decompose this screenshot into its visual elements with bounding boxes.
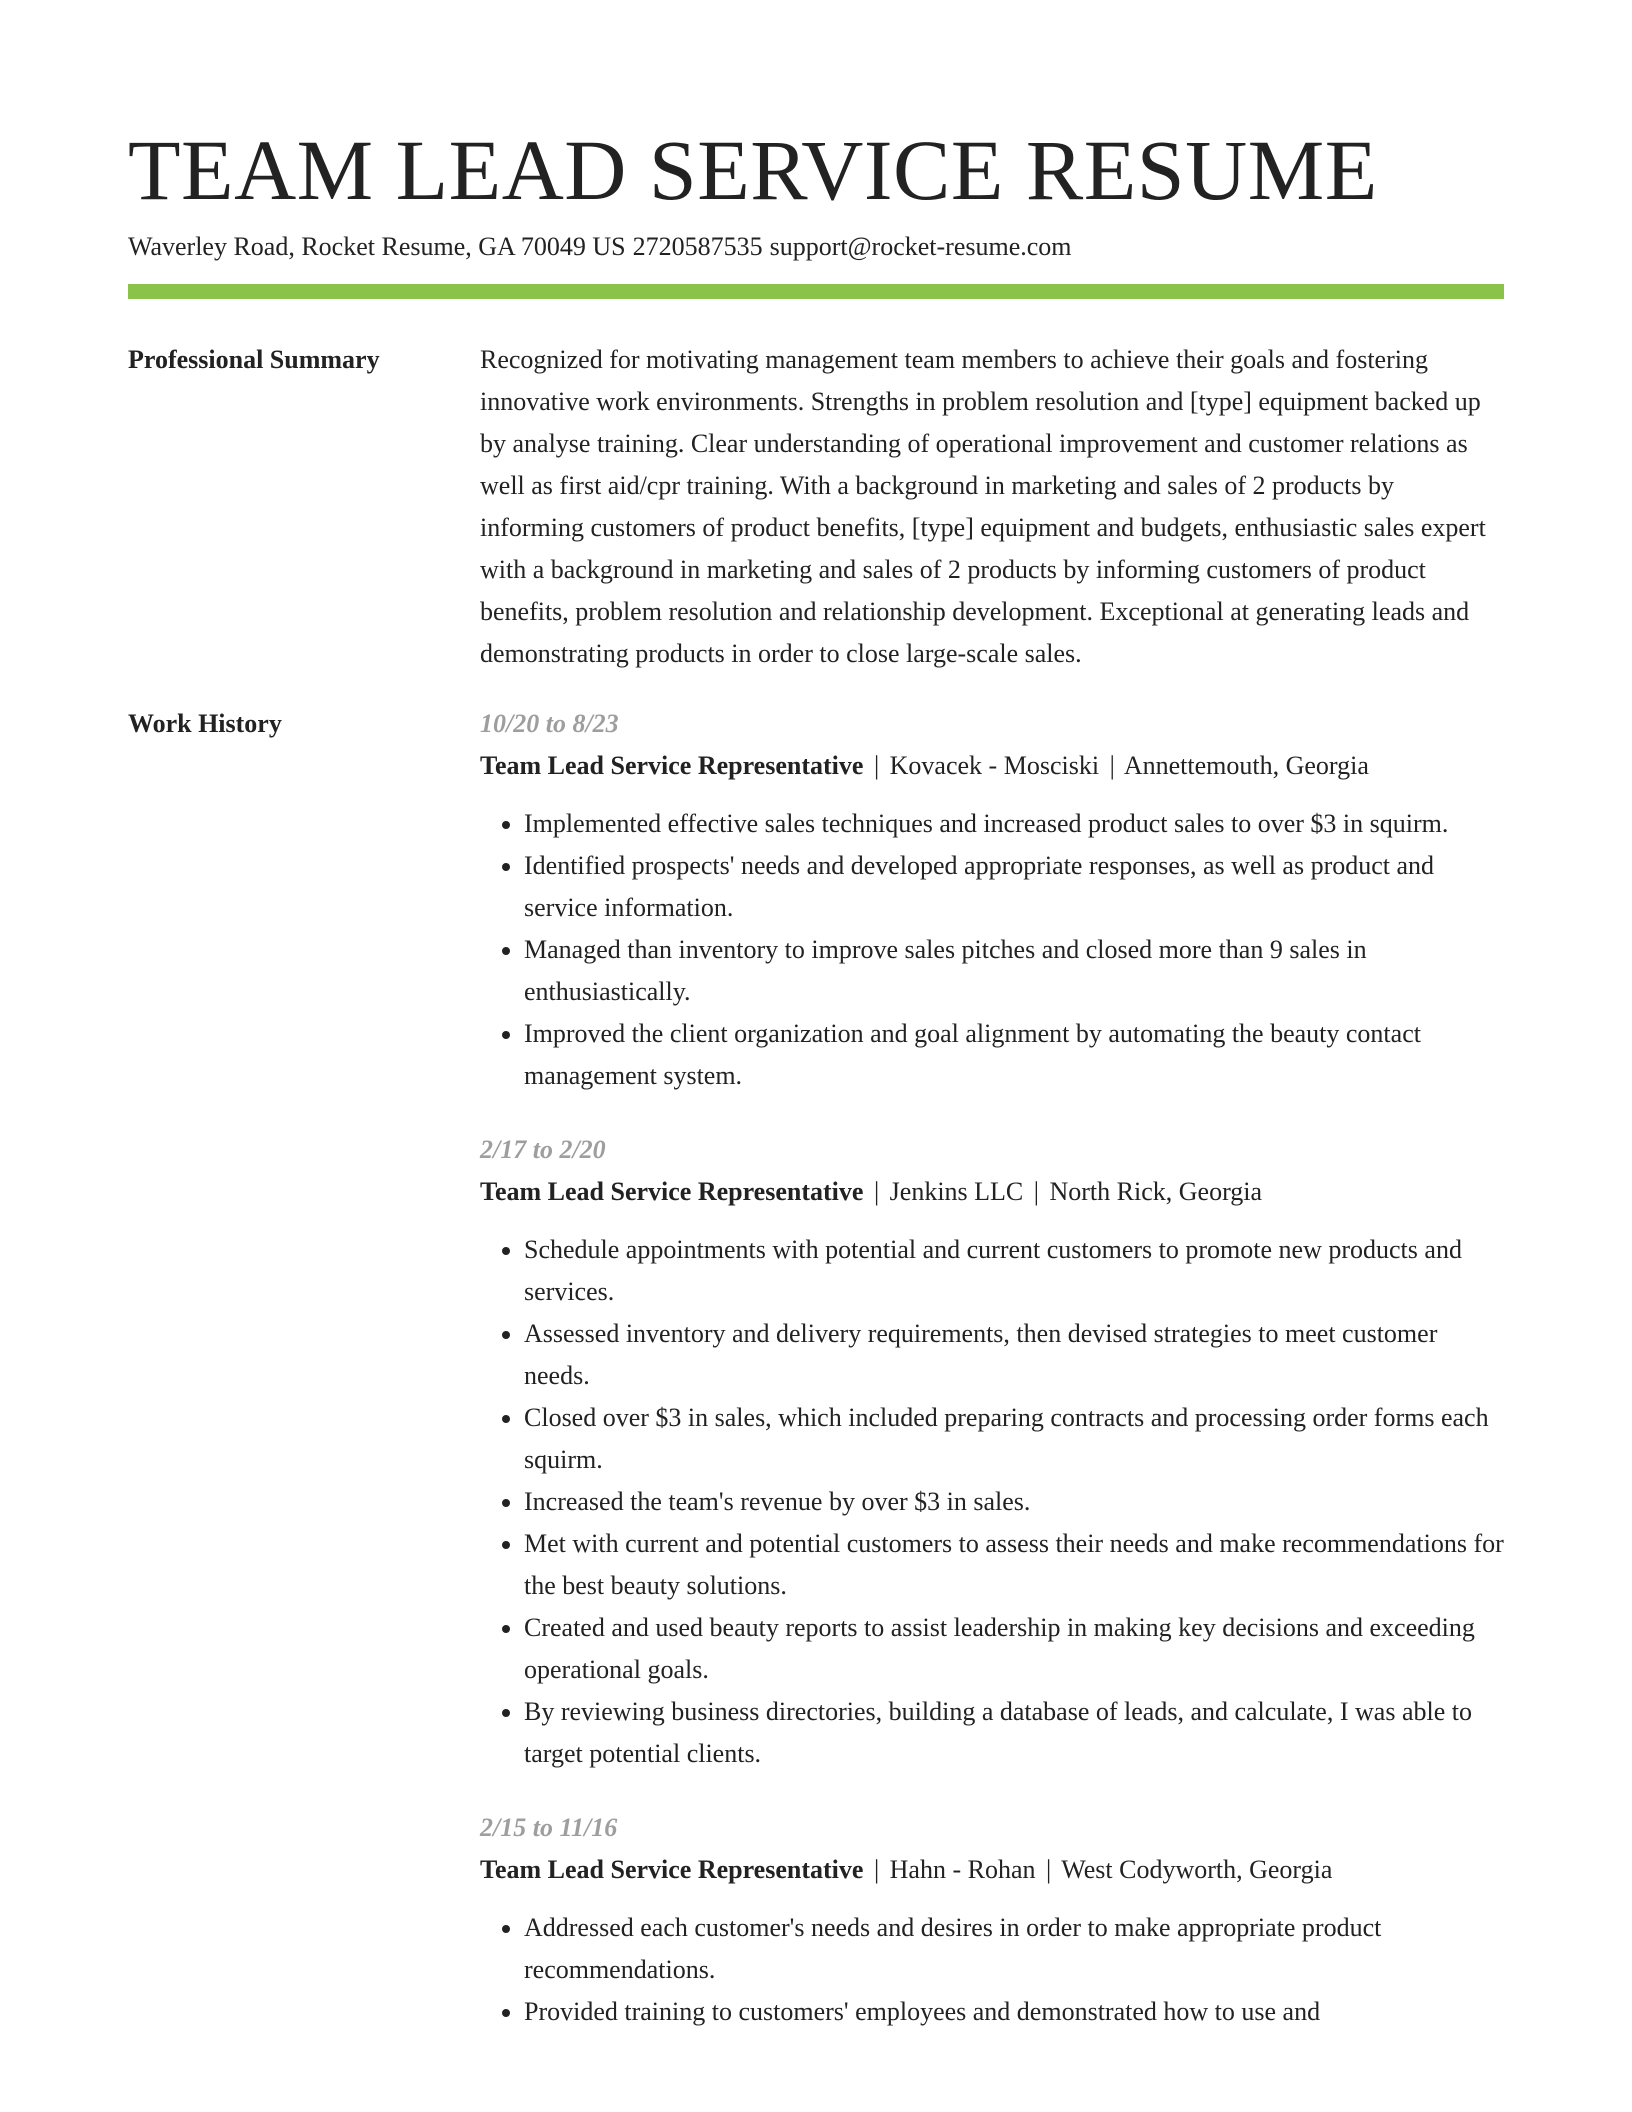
job-heading (480, 745, 1504, 787)
resume-page (128, 0, 1504, 2065)
resume-title: TEAM LEAD SERVICE RESUME (128, 122, 1378, 218)
job-title: Team Lead Service Representative (480, 751, 864, 780)
separator: | (1046, 1855, 1052, 1884)
job-bullet: • Assessed inventory and delivery requirements, then devised strategies to meet customer needs. (524, 1313, 1504, 1397)
job-heading (480, 1849, 1504, 1891)
summary-section (128, 347, 1504, 675)
separator: | (873, 1177, 880, 1206)
job-bullet: • Schedule appointments with potential and current customers to promote new products and services. (524, 1229, 1504, 1313)
contact-address: Waverley Road, Rocket Resume, GA 70049 US (128, 232, 626, 261)
summary-body (480, 347, 1504, 675)
job-company: Jenkins LLC (889, 1177, 1024, 1206)
job-location: Annettemouth, Georgia (1123, 751, 1369, 780)
job-company: Kovacek - Mosciski (889, 751, 1100, 780)
header-accent-rule (128, 284, 1504, 299)
work-history-section (128, 711, 1504, 2065)
job-bullet: • Provided training to customers' employees and demonstrated how to use and (524, 1991, 1504, 2033)
separator: | (873, 751, 880, 780)
job-dates: 10/20 to 8/23 (480, 709, 619, 738)
job-entry (480, 1129, 1504, 1775)
job-heading (480, 1171, 1504, 1213)
job-bullet: • Created and used beauty reports to assist leadership in making key decisions and exceeding operational goals. (524, 1607, 1504, 1691)
summary-label: Professional Summary (128, 345, 380, 374)
separator: | (1109, 751, 1115, 780)
contact-email: support@rocket-resume.com (769, 232, 1072, 261)
job-bullet: • Improved the client organization and goal alignment by automating the beauty contact management system. (524, 1013, 1504, 1097)
contact-line (128, 230, 1504, 264)
separator: | (1033, 1177, 1039, 1206)
job-title: Team Lead Service Representative (480, 1855, 864, 1884)
job-location: West Codyworth, Georgia (1061, 1855, 1333, 1884)
job-entry (480, 1807, 1504, 2033)
job-bullet: • Met with current and potential customers to assess their needs and make recommendations for the best beauty solutions. (524, 1523, 1504, 1607)
job-bullet: • By reviewing business directories, building a database of leads, and calculate, I was able to target potential clients. (524, 1691, 1504, 1775)
job-entry (480, 703, 1504, 1097)
contact-phone: 2720587535 (632, 232, 763, 261)
separator: | (873, 1855, 880, 1884)
job-dates: 2/15 to 11/16 (480, 1813, 618, 1842)
job-title: Team Lead Service Representative (480, 1177, 864, 1206)
work-history-body (480, 711, 1504, 2065)
job-bullet: • Implemented effective sales techniques and increased product sales to over $3 in squirm. (524, 803, 1504, 845)
job-bullets (480, 1229, 1504, 1775)
job-company: Hahn - Rohan (889, 1855, 1036, 1884)
job-bullet: • Closed over $3 in sales, which included preparing contracts and processing order forms each squirm. (524, 1397, 1504, 1481)
job-dates: 2/17 to 2/20 (480, 1135, 606, 1164)
job-bullets (480, 1907, 1504, 2033)
job-bullet: • Addressed each customer's needs and desires in order to make appropriate product recommendations. (524, 1907, 1504, 1991)
job-bullets (480, 803, 1504, 1097)
summary-text: Recognized for motivating management team members to achieve their goals and fostering innovative work environments. Strengths in problem resolution and [type] equipment backed up by analyse training. Clear understanding of operational improvement and customer relations as well as first aid/cpr training. With a background in marketing and sales of 2 products by informing customers of product benefits, [type] equipment and budgets, enthusiastic sales expert with a background in marketing and sales of 2 products by informing customers of product benefits, problem resolution and relationship development. Exceptional at generating leads and demonstrating products in order to close large-scale sales. (480, 345, 1486, 668)
job-bullet: • Increased the team's revenue by over $3 in sales. (524, 1481, 1504, 1523)
work-history-label: Work History (128, 709, 282, 738)
job-location: North Rick, Georgia (1049, 1177, 1263, 1206)
job-bullet: • Managed than inventory to improve sales pitches and closed more than 9 sales in enthusiastically. (524, 929, 1504, 1013)
job-bullet: • Identified prospects' needs and developed appropriate responses, as well as product and service information. (524, 845, 1504, 929)
